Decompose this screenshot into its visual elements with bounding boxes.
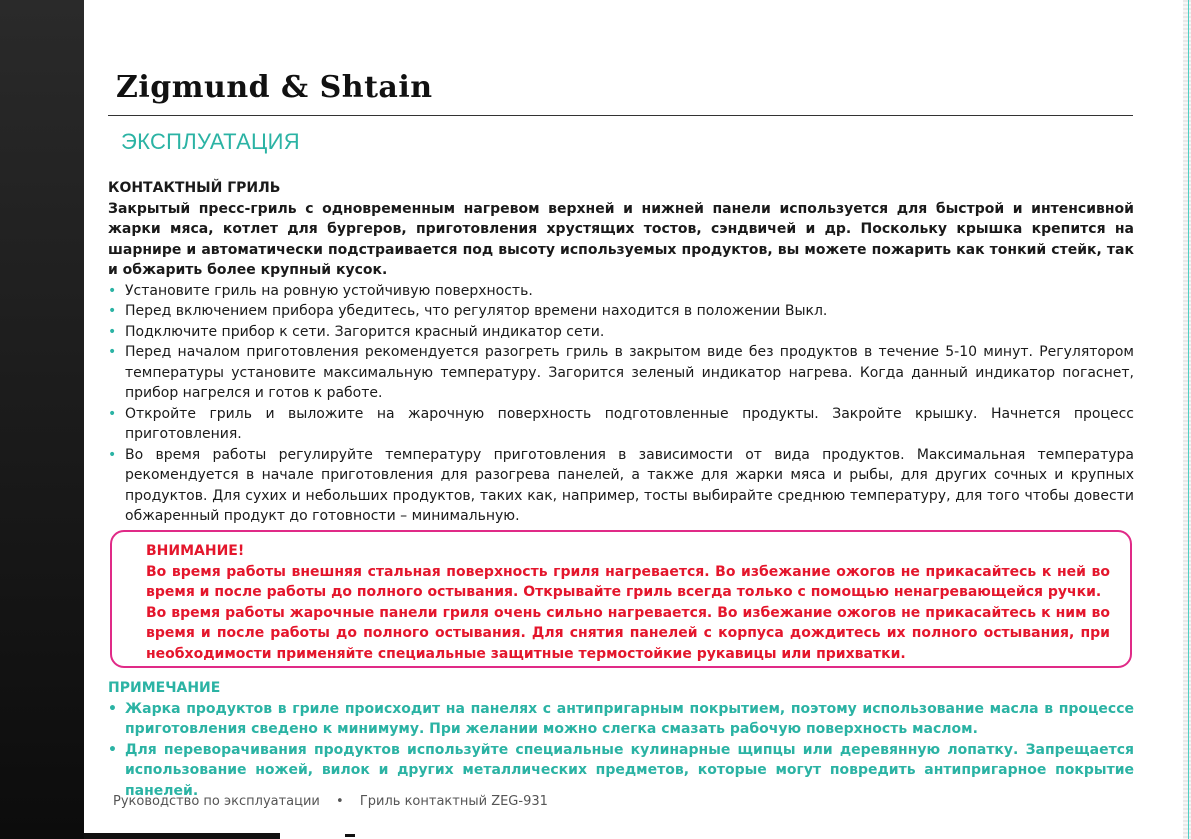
note-title: ПРИМЕЧАНИЕ <box>108 680 221 696</box>
note-section <box>108 678 1134 801</box>
list-item: • Перед началом приготовления рекомендуется разогреть гриль в закрытом виде без продуктов в течение 5-10 минут. Регулятором температуры установите максимальную температуру. Загорится зеленый индикатор нагрева. Когда данный индикатор погаснет, прибор нагрелся и готов к работе. <box>108 342 1134 404</box>
list-item: • Перед включением прибора убедитесь, что регулятор времени находится в положении Выкл. <box>108 301 1134 322</box>
header-divider <box>108 115 1133 116</box>
steps-list <box>108 281 1134 527</box>
intro-paragraph: Закрытый пресс-гриль с одновременным нагревом верхней и нижней панели используется для быстрой и интенсивной жарки мяса, котлет для бургеров, приготовления хрустящих тостов, сэндвичей и др. Поскольку крышка крепится на шарнире и автоматически подстраивается под высоту используемых продуктов, вы можете пожарить как тонкий стейк, так и обжарить более крупный кусок. <box>108 200 1134 278</box>
warning-box <box>110 530 1132 668</box>
list-item: • Установите гриль на ровную устойчивую поверхность. <box>108 281 1134 302</box>
warning-paragraph: Во время работы внешняя стальная поверхность гриля нагревается. Во избежание ожогов не прикасайтесь к ней во время и после работы до полного остывания. Открывайте гриль всегда только с помощью ненагревающейся ручки. <box>146 563 1110 600</box>
footer-manual-label: Руководство по эксплуатации <box>113 794 320 809</box>
left-dark-bar <box>0 0 84 839</box>
list-item: • Откройте гриль и выложите на жарочную поверхность подготовленные продукты. Закройте крышку. Начнется процесс приготовления. <box>108 404 1134 445</box>
brand-logo: Zigmund & Shtain <box>116 70 433 105</box>
bottom-strip <box>84 833 280 839</box>
right-accent-line <box>1188 0 1189 839</box>
note-list <box>108 699 1134 802</box>
footer-separator: • <box>336 794 344 809</box>
right-page-edge <box>1183 0 1191 839</box>
list-item: • Подключите прибор к сети. Загорится красный индикатор сети. <box>108 322 1134 343</box>
footer-product-label: Гриль контактный ZEG-931 <box>359 794 548 809</box>
instructions-content <box>108 178 1134 527</box>
subsection-title: КОНТАКТНЫЙ ГРИЛЬ <box>108 180 281 196</box>
warning-paragraph: Во время работы жарочные панели гриля очень сильно нагревается. Во избежание ожогов не прикасайтесь к ним во время и после работы до полного остывания. Для снятия панелей с корпуса дождитесь их полного остывания, при необходимости применяйте специальные защитные термостойкие рукавицы или прихватки. <box>146 604 1110 662</box>
list-item: • Во время работы регулируйте температуру приготовления в зависимости от вида продуктов. Максимальная температура рекомендуется в начале приготовления для разогрева панелей, а также для жарки мяса и рыбы, для других сочных и крупных продуктов. Для сухих и небольших продуктов, таких как, например, тосты выбирайте среднюю температуру, для того чтобы довести обжаренный продукт до готовности – минимальную. <box>108 445 1134 527</box>
list-item: • Жарка продуктов в гриле происходит на панелях с антипригарным покрытием, поэтому использование масла в процессе приготовления сведено к минимуму. При желании можно слегка смазать рабочую поверхность маслом. <box>108 699 1134 740</box>
footer <box>113 794 548 809</box>
list-item: • Для переворачивания продуктов используйте специальные кулинарные щипцы или деревянную лопатку. Запрещается использование ножей, вилок и других металлических предметов, которые могут повредить антипригарное покрытие панелей. <box>108 740 1134 802</box>
warning-title: ВНИМАНИЕ! <box>146 543 245 559</box>
section-title: ЭКСПЛУАТАЦИЯ <box>121 129 300 154</box>
bottom-mark <box>345 834 355 837</box>
